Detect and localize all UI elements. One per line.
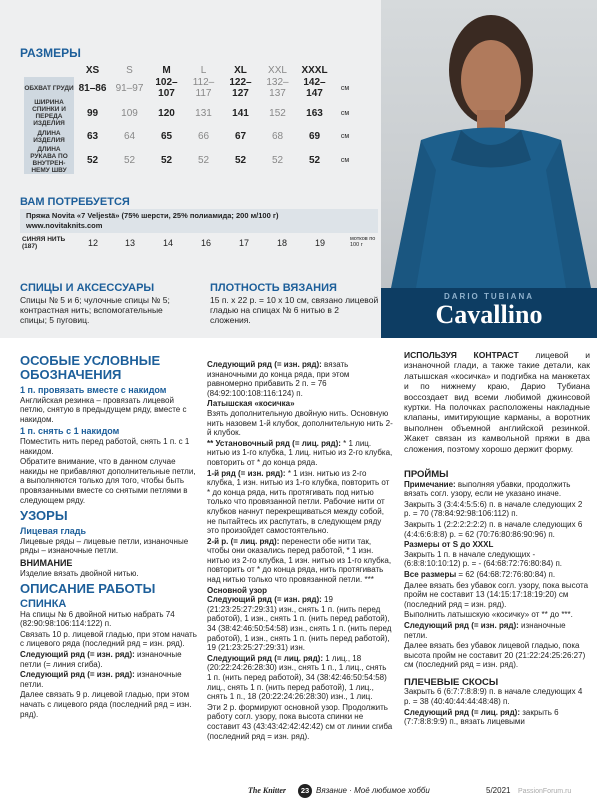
amount: 12	[88, 238, 99, 248]
cell: 66	[197, 131, 210, 142]
technique-text: Обратите внимание, что в данном случае накиды не прибавляют дополнительные петли, а выполняются только для того, чтобы быть провязанными вместе со снятыми петлями в следующем ряду.	[20, 457, 196, 505]
sizes-header-row	[24, 63, 357, 77]
instruction: Закрыть 1 п. в начале следующих - (6:8:8:10:10:12) р. = - (64:68:72:76:80:84) п.	[404, 549, 562, 569]
instruction: Следующий ряд (= изн. ряд): вязать изнаночными до конца ряда, при этом равномерно прибавить 2 п. = 76 (84:92:100:108:116:124) п.	[207, 360, 350, 398]
tools-text: Спицы № 5 и 6; чулочные спицы № 5; контрастная нить; вспомогательные спицы; 5 пуговиц.	[20, 295, 170, 325]
size-header: XS	[85, 64, 100, 76]
size-header: S	[126, 64, 133, 76]
instruction: Следующий ряд (= изн. ряд): изнаночные петли.	[20, 670, 182, 689]
amount: 16	[201, 238, 212, 248]
cell: 122–127	[229, 77, 252, 99]
cell: 63	[86, 131, 99, 142]
table-row	[24, 77, 357, 99]
cell: 91–97	[115, 82, 144, 94]
cell: 52	[160, 154, 173, 166]
instruction: Взять дополнительную двойную нить. Основную нить назовем 1-й клубок, дополнительную нить 2-й клубок.	[207, 408, 393, 438]
yarn-url: www.novitaknits.com	[26, 221, 103, 230]
instruction: Связать 10 р. лицевой гладью, при этом начать с лицевого ряда (последний ряд = изн. ряд).	[20, 629, 197, 649]
page-number: 23	[298, 784, 312, 798]
row-label: ШИРИНА СПИНКИ И ПЕРЕДА ИЗДЕЛИЯ	[24, 99, 74, 127]
unit: см	[340, 109, 350, 117]
amount: 17	[239, 238, 250, 248]
row-label: ДЛИНА РУКАВА ПО ВНУТРЕН-НЕМУ ШВУ	[24, 146, 74, 174]
page-footer	[0, 782, 597, 800]
instruction: Все размеры = 62 (64:68:72:76:80:84) п.	[404, 569, 556, 579]
cell: 52	[123, 154, 136, 166]
pattern-subheading: Лицевая гладь	[20, 526, 87, 537]
instruction: Следующий ряд (= изн. ряд): изнаночные петли.	[404, 620, 566, 640]
size-header: XXXL	[301, 64, 328, 76]
amount: 19	[315, 238, 326, 248]
instruction: ** Установочный ряд (= лиц. ряд): * 1 лиц. нитью из 1-го клубка, 1 лиц. нитью из 2-го клубка, повторить от * до конца ряда.	[207, 438, 393, 467]
designer-name: DARIO TUBIANA	[444, 292, 534, 301]
cell: 52	[86, 154, 99, 166]
technique-text: Английская резинка – провязать лицевой петлю, снятую в предыдущем ряду, вместе с накидом.	[20, 395, 187, 424]
cell: 131	[195, 107, 212, 119]
intro-lead: ИСПОЛЬЗУЯ КОНТРАСТ	[404, 350, 519, 360]
pattern-text: Лицевые ряды – лицевые петли, изнаночные ряды – изнаночные петли.	[20, 536, 189, 556]
cell: 163	[306, 107, 323, 119]
unit: см	[340, 133, 350, 140]
size-header: XL	[234, 64, 247, 76]
instruction: Далее вязать без убавок согл. узору, пока высота пройм не составит 13 (14:15:17:18:19:20) см (последний ряд = изн. ряд).	[404, 580, 589, 609]
armholes-heading: ПРОЙМЫ	[404, 469, 449, 480]
color-label: СИНЯЯ НИТЬ (187)	[22, 236, 66, 250]
sizes-table	[24, 63, 357, 174]
footer-tagline: Вязание · Моё любимое хобби	[316, 786, 430, 795]
cell: 102–107	[155, 77, 178, 99]
tools-heading: СПИЦЫ И АКСЕССУАРЫ	[20, 282, 155, 294]
cell: 152	[269, 107, 286, 119]
cell: 112–117	[192, 77, 215, 99]
back-heading: СПИНКА	[20, 598, 67, 611]
watermark: PassionForum.ru	[518, 788, 572, 795]
size-header: XXL	[268, 64, 287, 76]
note-text: Изделие вязать двойной нитью.	[20, 568, 139, 578]
column-2	[207, 360, 393, 742]
density-text: 15 п. х 22 р. = 10 х 10 см, связано лицевой гладью на спицах № 6 нитью в 2 сложения.	[210, 295, 379, 325]
main-pattern-heading: Основной узор	[207, 585, 268, 595]
cell: 67	[234, 131, 247, 142]
yarn-amount-row	[20, 234, 378, 254]
cell: 99	[86, 107, 99, 119]
unit: см	[340, 156, 350, 164]
issue-number: 5/2021	[486, 786, 511, 795]
instruction: Далее связать 9 р. лицевой гладью, при этом начать с лицевого ряда (последний ряд = изн. ряд).	[20, 690, 192, 719]
intro-text	[404, 350, 590, 454]
magazine-name: The Knitter	[248, 786, 287, 795]
technique-heading: 1 п. провязать вместе с накидом	[20, 385, 167, 395]
cell: 65	[160, 131, 173, 142]
cell: 64	[123, 131, 136, 142]
cell: 141	[232, 107, 249, 119]
instruction: Закрыть 1 (2:2:2:2:2:2) п. в начале следующих 6 (4:4:6:6:8:8) р. = 62 (70:76:80:86:90:96) п.	[404, 519, 583, 539]
instruction: Далее вязать без убавок лицевой гладью, пока высота пройм не составит 20 (21:22:24:25:26:27) см (последний ряд = изн. ряд).	[404, 641, 586, 670]
cell: 132– 137	[266, 77, 289, 99]
size-header: M	[162, 64, 171, 76]
instruction: Следующий ряд (= лиц. ряд): 1 лиц., 18 (20:22:24:26:28:30) изн., снять 1 п., 1 лиц., снять 1 п. (нить перед работой), 34 (38:42:46:50:54:58) лиц., снять 1 п. (нить перед работой), 1 лиц., снять 1 п., 18 (20:22:24:26:28:30) изн., 1 лиц.	[207, 653, 387, 702]
pattern-title: Cavallino	[435, 300, 543, 329]
size-header: L	[200, 64, 207, 76]
unit: см	[340, 84, 350, 92]
sizes-subheading: Размеры от S до XXXL	[404, 540, 494, 550]
amount: 13	[125, 238, 136, 248]
row-label: ДЛИНА ИЗДЕЛИЯ	[24, 127, 74, 146]
instruction: Эти 2 р. формируют основной узор. Продолжить работу согл. узору, пока высота спинки не составит 43 (43:43:42:42:42:42) см от линии сгиба (последний ряд = изн. ряд).	[207, 702, 393, 741]
cell: 52	[271, 154, 284, 166]
need-heading: ВАМ ПОТРЕБУЕТСЯ	[20, 196, 130, 208]
yarn-info: Пряжа Novita «7 Veljestä» (75% шерсти, 25% полиамида; 200 м/100 г)	[26, 211, 279, 220]
table-row	[24, 146, 357, 174]
yarn-box	[20, 209, 378, 233]
cell: 120	[158, 107, 175, 119]
amount-unit: мотков по 100 г	[350, 236, 376, 248]
cell: 142–147	[303, 77, 326, 99]
latvian-heading: Латышская «косичка»	[207, 399, 295, 409]
instruction: Закрыть 3 (3:4:4:5:5:6) п. в начале следующих 2 р. = 70 (78:84:92:98:106:112) п.	[404, 499, 583, 519]
cell: 109	[121, 107, 138, 119]
instruction: Следующий ряд (= изн. ряд): 19 (21:23:25:27:29:31) изн., снять 1 п. (нить перед работой), 1 изн., снять 1 п. (нить перед работой), 34 (38:42:46:50:54:58) изн., снять 1 п. (нить перед работой), 1 изн., снять 1 п. (нить перед работой), 19 (21:23:25:27:29:31) изн.	[207, 595, 392, 653]
description-heading: ОПИСАНИЕ РАБОТЫ	[20, 581, 156, 597]
instruction: Следующий ряд (= изн. ряд): изнаночные петли (= линия сгиба).	[20, 650, 182, 669]
cell: 69	[308, 131, 321, 142]
instruction: На спицы № 6 двойной нитью набрать 74 (82:90:98:106:114:122) п.	[20, 609, 175, 629]
note-heading: ВНИМАНИЕ	[20, 557, 73, 568]
cell: 52	[197, 154, 210, 166]
special-heading: ОСОБЫЕ УСЛОВНЫЕ ОБОЗНАЧЕНИЯ	[20, 353, 161, 382]
shoulders-heading: ПЛЕЧЕВЫЕ СКОСЫ	[404, 676, 499, 688]
instruction: Примечание: выполняя убавки, продолжить вязать согл. узору, если не указано иначе.	[404, 479, 571, 499]
cell: 81–86	[78, 82, 107, 94]
cell: 68	[271, 131, 284, 142]
instruction: Закрыть 6 (6:7:7:8:8:9) п. в начале следующих 4 р. = 38 (40:40:44:44:48:48) п.	[404, 687, 583, 707]
instruction: Выполнить латышскую «косичку» от ** до ***.	[404, 610, 573, 620]
sizes-heading: РАЗМЕРЫ	[20, 46, 81, 60]
amount: 18	[277, 238, 288, 248]
intro-body: лицевой и изнаночной глади, а также такие детали, как латышская «косичка» и подгибка на манжетах и по нижнему краю, Дарио Тубиана воссоздает вид всеми любимой джинсовой куртки. На полочках расположены накладные клапаны, имитирующие карманы, а воротник выполнен объемной английской резинкой. Жакет связан из камвольной пряжи в два сложения, поэтому хорошо держит форму.	[404, 350, 591, 454]
table-row	[24, 99, 357, 127]
instruction: 2-й р. (= лиц. ряд): перенести обе нити так, чтобы они оказались перед работой, * 1 изн. нитью из 2-го клубка, 1 изн. нитью из 1-го клубка, повторить от * до конца ряда, нить протягивать над нитью только что провязанной петли. ***	[207, 536, 392, 585]
column-1	[20, 350, 200, 720]
technique-heading: 1 п. снять с 1 накидом	[20, 426, 120, 437]
technique-text: Поместить нить перед работой, снять 1 п. с 1 накидом.	[20, 436, 190, 456]
instruction: Следующий ряд (= лиц. ряд): закрыть 6 (7:7:8:8:9:9) п., вязать лицевыми	[404, 707, 559, 727]
cell: 52	[308, 154, 321, 166]
table-row	[24, 127, 357, 146]
instruction: 1-й ряд (= изн. ряд): * 1 изн. нитью из 2-го клубка, 1 изн. нитью из 1-го клубка, повторить от * до конца ряда, нить протягивать под нитью только что провязанной петли. Рабочие нити от клубков начнут перекрещиваться между собой, не пытайтесь их распутать, в следующем ряду это произойдет самостоятельно.	[207, 468, 390, 536]
patterns-heading: УЗОРЫ	[20, 508, 68, 524]
row-label: ОБХВАТ ГРУДИ	[24, 77, 74, 99]
column-3	[404, 470, 590, 728]
amount: 14	[163, 238, 174, 248]
density-heading: ПЛОТНОСТЬ ВЯЗАНИЯ	[210, 282, 337, 294]
cell: 52	[234, 154, 247, 166]
